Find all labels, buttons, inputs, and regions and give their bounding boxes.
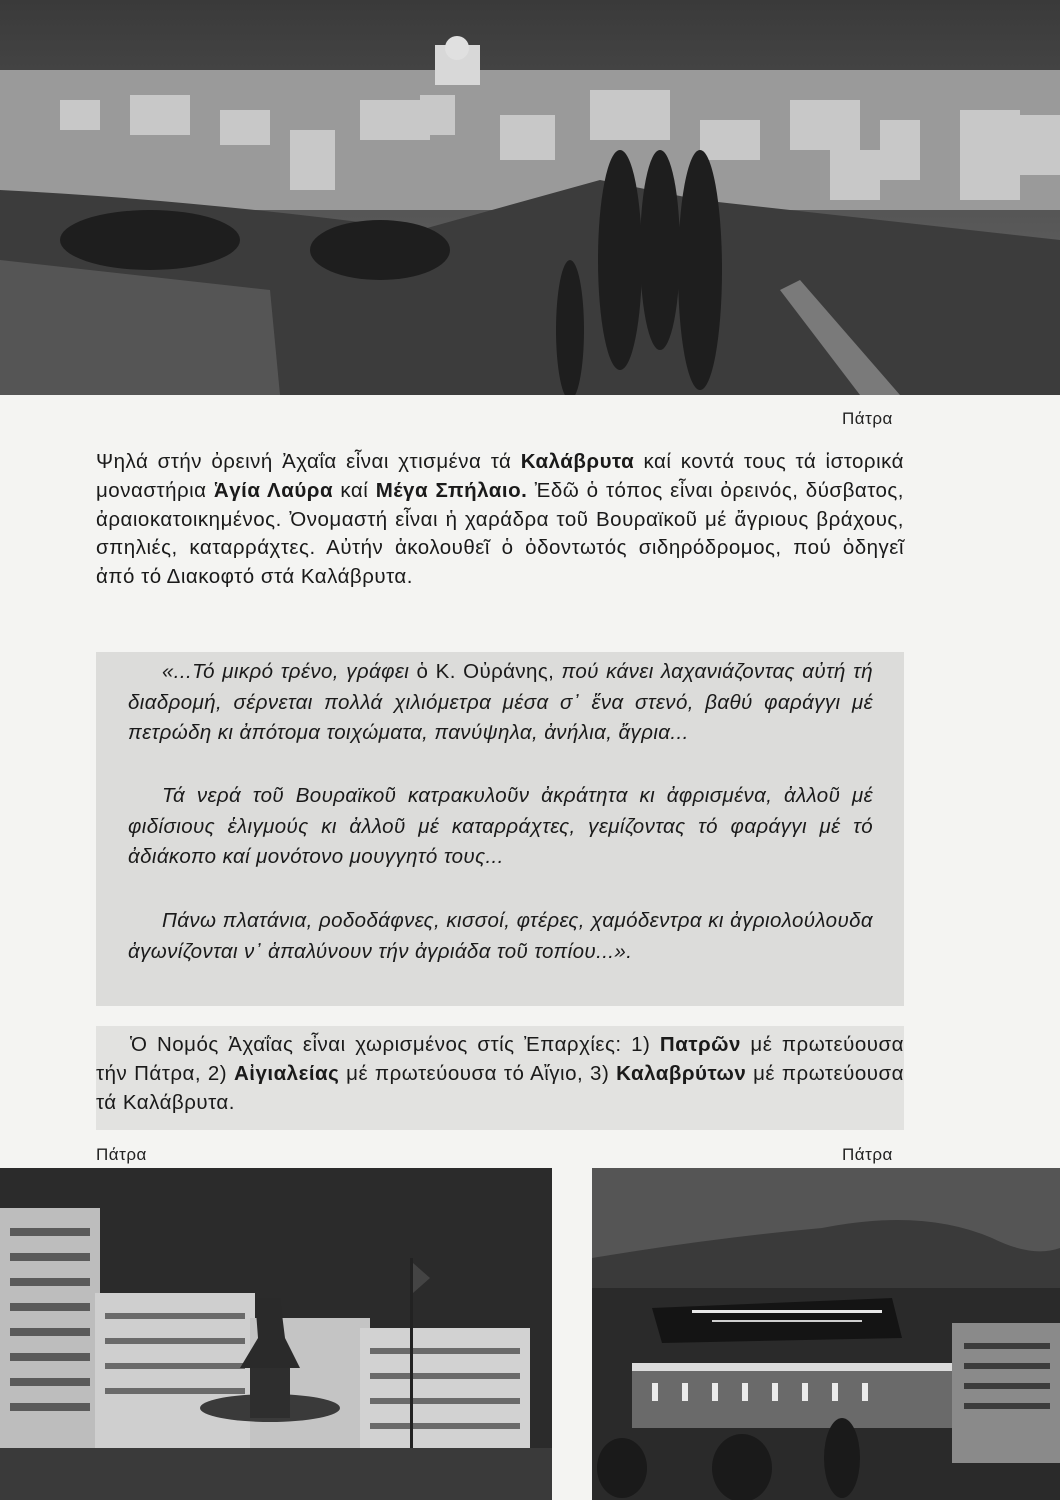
- intro-text-3: καί: [333, 478, 376, 502]
- kalavryta-term: Καλάβρυτα: [520, 450, 635, 473]
- intro-paragraph: [96, 448, 904, 592]
- agia-lavra-term: Ἁγία Λαύρα: [213, 478, 334, 502]
- quote-author: ὁ Κ. Οὐράνης,: [416, 660, 555, 683]
- patras-panorama-image: [0, 0, 1060, 395]
- provinces-text-2: μέ πρωτεύουσα τήν Πάτρα, 2): [96, 1033, 904, 1085]
- intro-text-1: Ψηλά στήν ὀρεινή Ἀχαΐα εἶναι χτισμένα τά: [96, 450, 521, 473]
- patras-harbour-night-image: [592, 1168, 1060, 1500]
- intro-text-4: Ἐδῶ ὁ τόπος εἶναι ὀρεινός, δύσβατος, ἀραιοκατοικημένος. Ὀνομαστή εἶναι ἡ χαράδρα τοῦ Βουραϊκοῦ μέ ἄγριους βράχους, σπηλιές, καταρράχτες. Αὐτήν ἀκολουθεῖ ὁ ὀδοντωτός σιδηρόδρομος, πού ὁδηγεῖ ἀπό τό Διακοφτό στά Καλάβρυτα.: [96, 478, 904, 589]
- quote-paragraph-1: [128, 657, 873, 749]
- top-photo-caption: Πάτρα: [842, 409, 893, 428]
- patron-term: Πατρῶν: [659, 1033, 741, 1056]
- provinces-text-3: μέ πρωτεύουσα τό Αἴγιο, 3): [339, 1061, 617, 1085]
- aigialeias-term: Αἰγιαλείας: [233, 1061, 340, 1085]
- quote-1-start: «...Τό μικρό τρένο, γράφει: [162, 660, 417, 683]
- provinces-paragraph: [96, 1031, 904, 1117]
- quote-paragraph-3: Πάνω πλατάνια, ροδοδάφνες, κισσοί, φτέρες, χαμόδεντρα κι ἀγριολούλουδα ἀγωνίζονται ν᾽ ἀπαλύνουν τήν ἀγριάδα τοῦ τοπίου...».: [128, 909, 873, 963]
- kalavryton-term: Καλαβρύτων: [616, 1061, 747, 1085]
- mega-spilaio-term: Μέγα Σπήλαιο.: [375, 478, 528, 502]
- quote-paragraph-2: Τά νερά τοῦ Βουραϊκοῦ κατρακυλοῦν ἀκράτητα κι ἀφρισμένα, ἀλλοῦ μέ φιδίσιους ἑλιγμούς κι ἀλλοῦ μέ καταρράχτες, γεμίζοντας τό φαράγγι μέ τό ἀδιάκοπο καί μονότονο μουγγητό τους...: [128, 784, 873, 868]
- patras-square-image: [0, 1168, 552, 1500]
- provinces-text-1: Ὁ Νομός Ἀχαΐας εἶναι χωρισμένος στίς Ἐπαρχίες: 1): [130, 1033, 660, 1056]
- patras-harbour-night-photo: [592, 1168, 1060, 1500]
- patras-panorama-photo: [0, 0, 1060, 395]
- quote-1-rest: πού κάνει λαχανιάζοντας αὐτή τή διαδρομή, σέρνεται πολλά χιλιόμετρα μέσα σ᾽ ἕνα στενό, βαθύ φαράγγι μέ πετρώδη κι ἀπότομα τοιχώματα, πανύψηλα, ἀνήλια, ἄγρια...: [128, 660, 873, 744]
- provinces-text-4: μέ πρωτεύουσα τά Καλάβρυτα.: [96, 1061, 904, 1114]
- bottom-left-caption: Πάτρα: [96, 1145, 147, 1164]
- intro-text-2: καί κοντά τους τά ἱστορικά μοναστήρια: [96, 450, 905, 502]
- bottom-right-caption: Πάτρα: [842, 1145, 893, 1164]
- patras-square-photo: [0, 1168, 552, 1500]
